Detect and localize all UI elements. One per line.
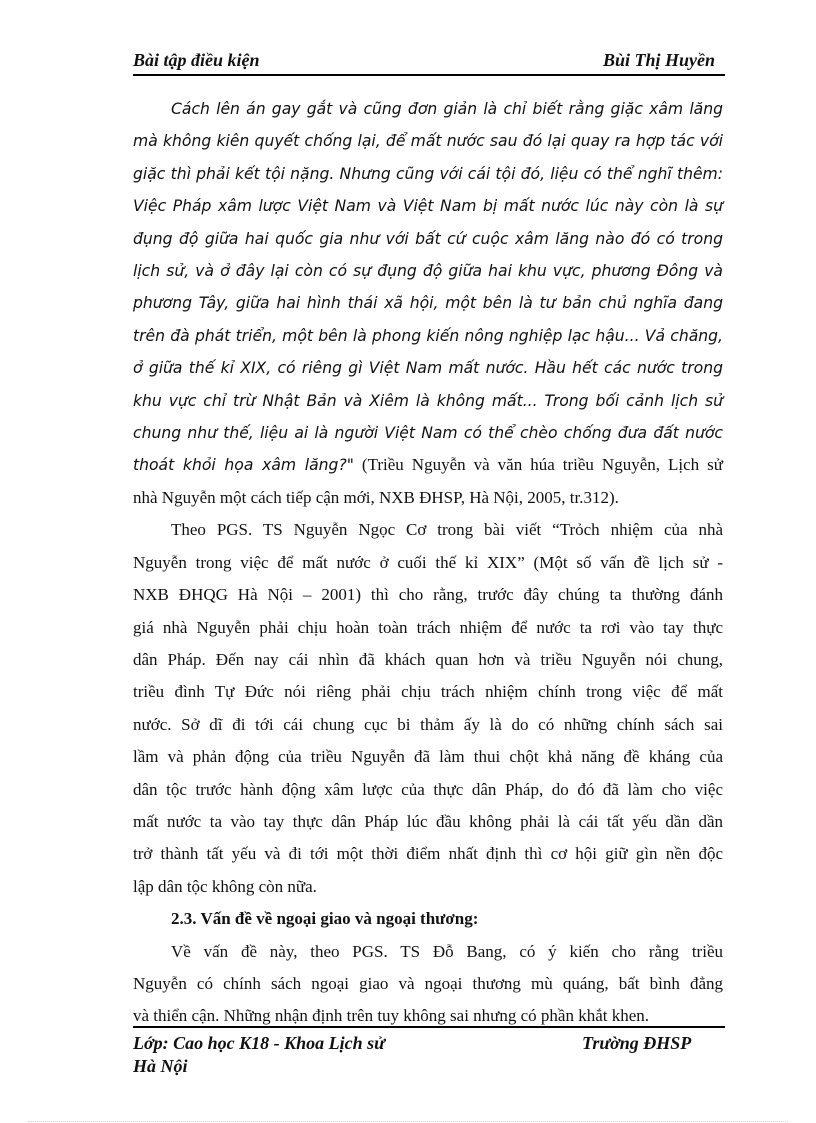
page-edge-divider bbox=[28, 1121, 788, 1122]
text-line: giá nhà Nguyễn phải chịu hoàn toàn trách nhiệm để nước ta rơi vào tay thực bbox=[133, 617, 723, 637]
footer-school: Trường ĐHSP bbox=[582, 1033, 692, 1053]
text-line: nước. Sở dĩ đi tới cái chung cục bi thảm ấy là do có những chính sách sai bbox=[133, 714, 723, 734]
quote-paragraph bbox=[133, 93, 723, 514]
paragraph bbox=[133, 936, 723, 1033]
text-line: Nguyễn có chính sách ngoại giao và ngoại thương mù quáng, bất bình đẳng bbox=[133, 973, 723, 993]
text-line: triều đình Tự Đức nói riêng phải chịu trách nhiệm chính trong việc để mất bbox=[133, 682, 723, 702]
footer-city: Hà Nội bbox=[133, 1056, 188, 1076]
text-line: dân Pháp. Đến nay cái nhìn đã khách quan hơn và triều Nguyễn nói chung, bbox=[133, 649, 723, 669]
text-line: lịch sử, và ở đây lại còn có sự đụng độ giữa hai khu vực, phương Đông và bbox=[133, 262, 723, 281]
text-line: khu vực chỉ trừ Nhật Bản và Xiêm là không mất... Trong bối cảnh lịch sử bbox=[133, 391, 723, 410]
page-footer bbox=[133, 1026, 725, 1078]
text-line: và thiển cận. Những nhận định trên tuy không sai nhưng có phần khắt khen. bbox=[133, 1006, 650, 1026]
text-line: Cách lên án gay gắt và cũng đơn giản là chỉ biết rằng giặc xâm lăng bbox=[171, 100, 723, 118]
text-line: nhà Nguyễn một cách tiếp cận mới, NXB ĐHSP, Hà Nội, 2005, tr.312). bbox=[133, 487, 619, 507]
text-line: Nguyễn trong việc để mất nước ở cuối thế kỉ XIX” (Một số vấn đề lịch sử - bbox=[133, 552, 723, 572]
text-line bbox=[133, 449, 723, 481]
page-header bbox=[133, 50, 725, 76]
text-line: ở giữa thế kỉ XIX, có riêng gì Việt Nam mất nước. Hầu hết các nước trong bbox=[133, 359, 723, 378]
text-line: mất nước ta vào tay thực dân Pháp lúc đầu không phải là cái tất yếu dần dần bbox=[133, 811, 723, 831]
footer-class: Lớp: Cao học K18 - Khoa Lịch sử bbox=[133, 1033, 385, 1053]
text-line: trở thành tất yếu và đi tới một thời điểm nhất định thì cơ hội giữ gìn nền độc bbox=[133, 844, 723, 864]
paragraph bbox=[133, 514, 723, 903]
text-line: NXB ĐHQG Hà Nội – 2001) thì cho rằng, trước đây chúng ta thường đánh bbox=[133, 585, 723, 605]
citation-start: (Triều Nguyễn và văn húa triều Nguyễn, Lịch sử bbox=[353, 455, 723, 475]
text-line: lầm và phản động của triều Nguyễn đã làm thui chột khả năng đề kháng của bbox=[133, 747, 723, 767]
section-heading: 2.3. Vấn đề về ngoại giao và ngoại thương: bbox=[171, 909, 479, 929]
header-title: Bài tập điều kiện bbox=[133, 50, 260, 70]
document-body bbox=[133, 93, 723, 1033]
text-line: đụng độ giữa hai quốc gia như với bất cứ cuộc xâm lăng nào đó có trong bbox=[133, 229, 723, 248]
text-line: Về vấn đề này, theo PGS. TS Đỗ Bang, có ý kiến cho rằng triều bbox=[171, 941, 723, 961]
text-line: giặc thì phải kết tội nặng. Nhưng cũng với cái tội đó, liệu có thể nghĩ thêm: bbox=[133, 164, 723, 183]
text-line: lập dân tộc không còn nữa. bbox=[133, 876, 317, 896]
text-line: Theo PGS. TS Nguyễn Ngọc Cơ trong bài viết “Trỏch nhiệm của nhà bbox=[171, 520, 723, 540]
text-line: trên đà phát triển, một bên là phong kiến nông nghiệp lạc hậu... Vả chăng, bbox=[133, 326, 723, 345]
text-line: chung như thế, liệu ai là người Việt Nam có thể chèo chống đưa đất nước bbox=[133, 424, 723, 443]
text-line: Việc Pháp xâm lược Việt Nam và Việt Nam bị mất nước lúc này còn là sự bbox=[133, 197, 723, 216]
text-line: dân tộc trước hành động xâm lược của thực dân Pháp, do đó đã làm cho việc bbox=[133, 779, 723, 799]
text-line: phương Tây, giữa hai hình thái xã hội, một bên là tư bản chủ nghĩa đang bbox=[133, 294, 723, 313]
header-author: Bùi Thị Huyền bbox=[602, 50, 715, 70]
text-line: mà không kiên quyết chống lại, để mất nước sau đó lại quay ra hợp tác với bbox=[133, 132, 723, 151]
quote-end: thoát khỏi họa xâm lăng?" bbox=[133, 456, 354, 475]
